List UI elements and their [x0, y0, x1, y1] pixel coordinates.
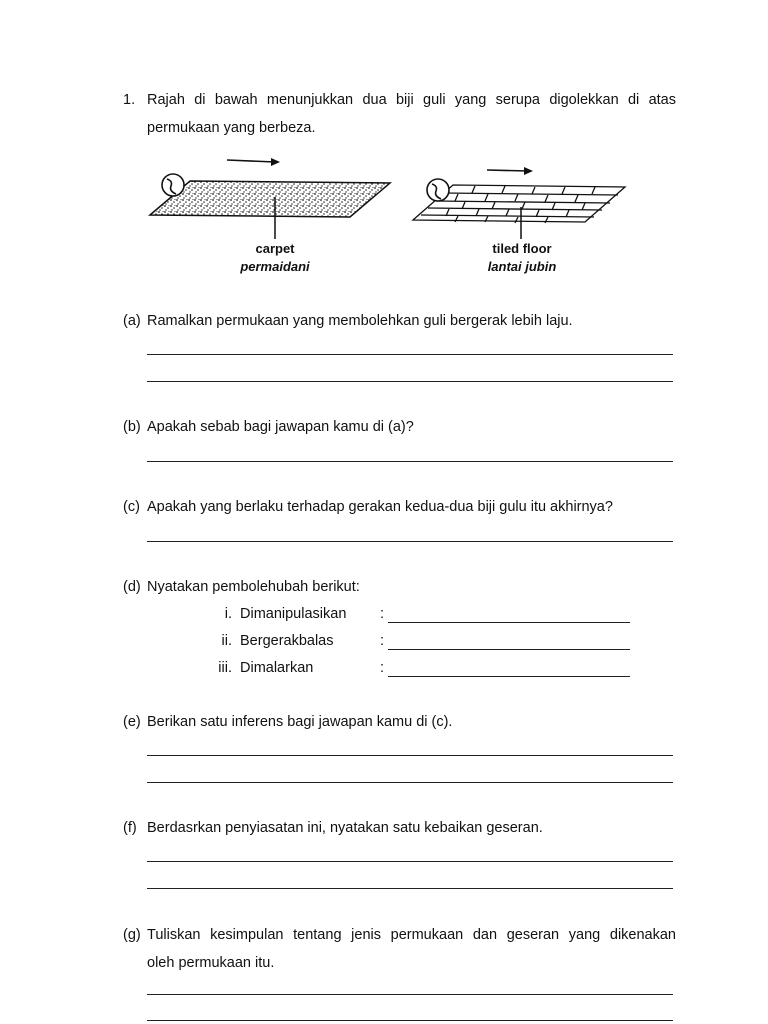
variable-manipulated-answer-line[interactable]	[388, 622, 630, 623]
part-b-question: Apakah sebab bagi jawapan kamu di (a)?	[147, 419, 414, 435]
part-g-label: (g)	[123, 927, 141, 943]
question-stem-line-1: Rajah di bawah menunjukkan dua biji guli yang serupa digolekkan di atas	[147, 92, 676, 108]
variable-responding-label: Bergerakbalas	[240, 633, 334, 649]
part-a-answer-line-2[interactable]	[147, 381, 673, 382]
question-number: 1.	[123, 92, 136, 108]
carpet-label-en: carpet	[255, 241, 295, 256]
part-g-answer-line-2[interactable]	[147, 1020, 673, 1021]
part-a-question: Ramalkan permukaan yang membolehkan guli bergerak lebih laju.	[147, 313, 573, 329]
variable-colon: :	[380, 660, 385, 676]
part-g-answer-line-1[interactable]	[147, 994, 673, 995]
variable-manipulated-label: Dimanipulasikan	[240, 606, 347, 622]
part-a-answer-line-1[interactable]	[147, 354, 673, 355]
part-c-label: (c)	[123, 499, 140, 515]
part-b-label: (b)	[123, 419, 141, 435]
part-b-answer-line[interactable]	[147, 461, 673, 462]
variable-colon: :	[380, 633, 385, 649]
variable-item-number: iii.	[218, 660, 232, 676]
part-d-label: (d)	[123, 579, 141, 595]
tile-arrow-icon	[487, 167, 533, 175]
variable-colon: :	[380, 606, 385, 622]
part-e-label: (e)	[123, 714, 141, 730]
part-g-question-line-1: Tuliskan kesimpulan tentang jenis permukaan dan geseran yang dikenakan	[147, 927, 676, 943]
variable-item-number: ii.	[221, 633, 232, 649]
part-e-answer-line-2[interactable]	[147, 782, 673, 783]
variable-constant-label: Dimalarkan	[240, 660, 314, 676]
part-f-answer-line-1[interactable]	[147, 861, 673, 862]
part-f-answer-line-2[interactable]	[147, 888, 673, 889]
marble-surfaces-figure	[140, 145, 640, 285]
carpet-arrow-icon	[227, 158, 280, 166]
part-f-label: (f)	[123, 820, 137, 836]
part-d-question: Nyatakan pembolehubah berikut:	[147, 579, 360, 595]
tile-label-en: tiled floor	[492, 241, 552, 256]
part-c-answer-line[interactable]	[147, 541, 673, 542]
part-e-answer-line-1[interactable]	[147, 755, 673, 756]
question-stem-line-2: permukaan yang berbeza.	[147, 120, 316, 136]
carpet-marble-icon	[162, 174, 184, 196]
part-g-question-line-2: oleh permukaan itu.	[147, 955, 275, 971]
tile-marble-icon	[427, 179, 449, 201]
part-c-question: Apakah yang berlaku terhadap gerakan kedua-dua biji gulu itu akhirnya?	[147, 499, 613, 515]
variable-item-number: i.	[224, 606, 232, 622]
variable-responding-answer-line[interactable]	[388, 649, 630, 650]
variable-constant-answer-line[interactable]	[388, 676, 630, 677]
part-e-question: Berikan satu inferens bagi jawapan kamu di (c).	[147, 714, 453, 730]
part-a-label: (a)	[123, 313, 141, 329]
tile-label-ms: lantai jubin	[487, 259, 557, 274]
part-f-question: Berdasrkan penyiasatan ini, nyatakan satu kebaikan geseran.	[147, 820, 543, 836]
carpet-surface	[150, 181, 390, 217]
carpet-label-ms: permaidani	[240, 259, 310, 274]
